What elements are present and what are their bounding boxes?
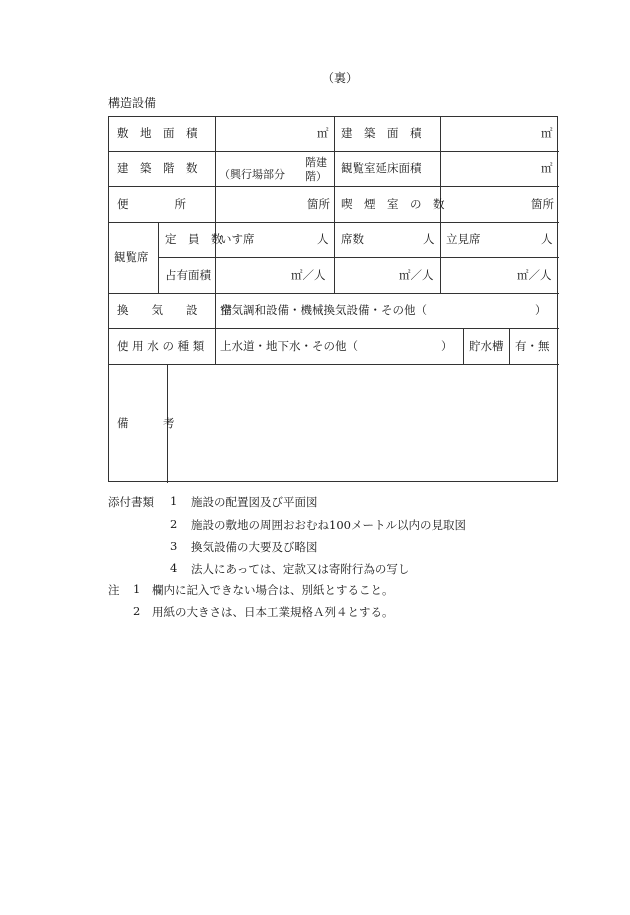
smoking-rooms-label: 喫 煙 室 の 数 (341, 197, 445, 211)
site-area-unit[interactable]: ㎡ (317, 126, 329, 140)
page-title: （裏） (322, 71, 359, 85)
ventilation-close: ） (535, 303, 547, 317)
seats-unit[interactable]: 人 (423, 232, 435, 246)
seats-label: 席数 (341, 232, 364, 246)
seating-label: 観覧席 (114, 250, 149, 264)
attachment-num-3: 3 (170, 539, 178, 553)
floors-unit-bottom: 階） (305, 170, 327, 183)
remarks-label: 備 考 (117, 416, 175, 430)
note-text-2: 用紙の大きさは、日本工業規格Ａ列４とする。 (152, 605, 394, 619)
capacity-label: 定 員 数 (165, 232, 223, 246)
attachment-text-2: 施設の敷地の周囲おおむね100メートル以内の見取図 (191, 518, 466, 532)
ventilation-label: 換 気 設 備 (117, 303, 232, 317)
attachment-text-4: 法人にあっては、定款又は寄附行為の写し (191, 562, 410, 576)
section-title: 構造設備 (108, 96, 157, 110)
occupied-area-unit-chair[interactable]: ㎡／人 (291, 268, 326, 282)
smoking-rooms-unit[interactable]: 箇所 (531, 197, 554, 211)
water-options[interactable]: 上水道・地下水・その他（ (220, 339, 358, 353)
occupied-area-unit-standing[interactable]: ㎡／人 (517, 268, 552, 282)
chair-seats-unit[interactable]: 人 (317, 232, 329, 246)
floors-note[interactable]: （興行場部分 (219, 168, 285, 181)
occupied-area-label: 占有面積 (165, 268, 211, 282)
remarks-field[interactable] (169, 366, 557, 481)
attachment-num-1: 1 (170, 494, 178, 508)
floors-unit-top: 階建 (305, 156, 327, 169)
water-close: ） (441, 339, 453, 353)
building-area-label: 建 築 面 積 (341, 126, 422, 140)
standing-label: 立見席 (446, 232, 481, 246)
water-label: 使 用 水 の 種 類 (117, 339, 205, 353)
ventilation-options[interactable]: 空気調和設備・機械換気設備・その他（ (220, 303, 427, 317)
building-area-unit[interactable]: ㎡ (541, 126, 553, 140)
auditorium-floor-area-label: 観覧室延床面積 (341, 161, 422, 175)
occupied-area-unit-seats[interactable]: ㎡／人 (399, 268, 434, 282)
toilets-unit[interactable]: 箇所 (307, 197, 330, 211)
notes-heading: 注 (108, 583, 120, 597)
attachment-num-2: 2 (170, 517, 178, 531)
tank-label: 貯水槽 (469, 339, 504, 353)
tank-options[interactable]: 有・無 (515, 339, 550, 353)
structure-equipment-table (108, 116, 558, 482)
attachment-text-3: 換気設備の大要及び略図 (191, 540, 318, 554)
site-area-label: 敷 地 面 積 (117, 126, 198, 140)
note-num-1: 1 (133, 582, 141, 596)
attachment-num-4: 4 (170, 561, 178, 575)
attachments-heading: 添付書類 (108, 495, 154, 509)
floors-label: 建 築 階 数 (117, 161, 198, 175)
note-num-2: 2 (133, 604, 141, 618)
toilets-label: 便 所 (117, 197, 186, 211)
attachment-text-1: 施設の配置図及び平面図 (191, 495, 318, 509)
auditorium-floor-area-unit[interactable]: ㎡ (541, 161, 553, 175)
standing-unit[interactable]: 人 (541, 232, 553, 246)
note-text-1: 欄内に記入できない場合は、別紙とすること。 (152, 583, 394, 597)
chair-seats-label: いす席 (220, 232, 255, 246)
